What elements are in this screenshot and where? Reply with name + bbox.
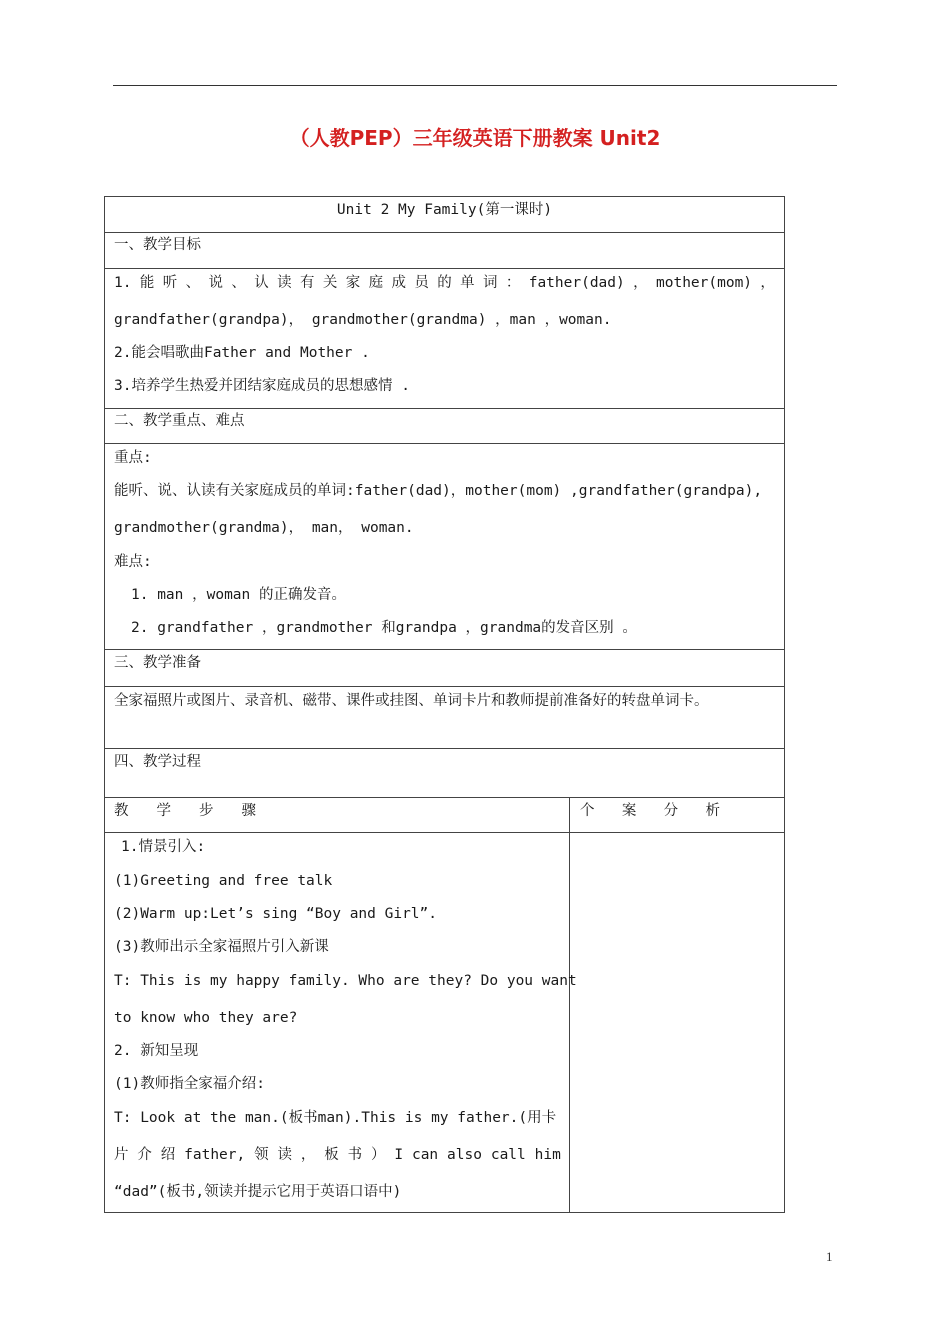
table-caption: Unit 2 My Family(第一课时) (336, 202, 553, 218)
objective-item-3: 3.培养学生热爱并团结家庭成员的思想感情 . (114, 378, 410, 394)
step-line-10-word-0: 片 (114, 1147, 129, 1163)
objective-item-1-word-7: 读 (277, 275, 292, 291)
step-line-3: (2)Warm up:Let’s sing “Boy and Girl”. (114, 906, 438, 922)
objective-item-1-word-19: ， (633, 275, 648, 291)
objective-item-1-word-20: mother(mom) (656, 275, 753, 291)
step-line-5: T: This is my happy family. Who are they? Do you want (114, 973, 577, 989)
step-line-10 (114, 1144, 561, 1166)
step-line-4: (3)教师出示全家福照片引入新课 (114, 939, 329, 955)
step-line-2: (1)Greeting and free talk (114, 873, 333, 889)
analysis-header-char-2: 分 (663, 803, 679, 819)
document-title: （人教PEP）三年级英语下册教案 Unit2 (289, 126, 661, 150)
objective-item-1-word-2: 听 (162, 275, 178, 291)
steps-header-char-0: 教 (114, 803, 129, 819)
objective-item-1-word-18: father(dad) (528, 275, 625, 291)
process-columns-header (105, 797, 784, 832)
step-line-10-word-6: ， (300, 1147, 316, 1163)
page-number: 1 (826, 1249, 833, 1264)
step-line-6: to know who they are? (114, 1010, 298, 1026)
objective-item-1-word-4: 说 (208, 275, 223, 291)
objective-item-1-word-3: 、 (185, 275, 201, 291)
objective-item-1-word-9: 关 (322, 275, 338, 291)
key-points-line-2: grandmother(grandma)， man， woman. (114, 520, 414, 536)
steps-column (105, 833, 577, 1212)
objective-item-1-word-11: 庭 (368, 275, 384, 291)
preparation-content: 全家福照片或图片、录音机、磁带、课件或挂图、单词卡片和教师提前准备好的转盘单词卡。 (114, 693, 709, 709)
analysis-column (570, 833, 784, 1212)
objective-item-1-word-6: 认 (254, 275, 269, 291)
step-line-9: T: Look at the man.(板书man).This is my father.(用卡 (114, 1110, 557, 1126)
objective-item-2: 2.能会唱歌曲Father and Mother . (114, 345, 370, 361)
steps-column-header (105, 798, 570, 832)
difficult-points-label: 难点: (114, 554, 152, 570)
objective-item-1-word-15: 单 (460, 275, 475, 291)
objective-item-1-word-16: 词 (482, 275, 498, 291)
analysis-header-char-1: 案 (621, 803, 637, 819)
section-key-points-body (105, 443, 784, 649)
key-points-line-1: 能听、说、认读有关家庭成员的单词:father(dad)，mother(mom) ,grandfather(grandpa), (114, 483, 763, 499)
objective-item-1-line-1 (114, 272, 775, 294)
objective-item-1-word-0: 1. (114, 275, 132, 291)
analysis-header-char-3: 析 (705, 803, 720, 819)
section-process-heading: 四、教学过程 (105, 748, 784, 797)
steps-header-char-2: 步 (199, 803, 214, 819)
key-points-label: 重点: (114, 450, 152, 466)
lesson-plan-table (104, 196, 785, 1213)
objective-item-1-word-17: ： (505, 275, 521, 291)
step-line-10-word-10: I (394, 1147, 404, 1163)
step-line-10-word-2: 绍 (160, 1147, 176, 1163)
step-line-10-word-12: also (447, 1147, 482, 1163)
step-line-10-word-14: him (534, 1147, 561, 1163)
section-objectives-heading: 一、教学目标 (105, 232, 784, 268)
step-line-10-word-9: ） (370, 1147, 386, 1163)
objective-item-1-word-1: 能 (139, 275, 155, 291)
difficult-point-1: 1. man ，woman 的正确发音。 (131, 587, 346, 603)
step-line-10-word-13: call (490, 1147, 526, 1163)
objective-item-1-word-12: 成 (391, 275, 406, 291)
objective-item-1-word-5: 、 (231, 275, 246, 291)
step-line-8: (1)教师指全家福介绍: (114, 1076, 265, 1092)
steps-header-char-3: 骤 (241, 803, 256, 819)
step-line-11: “dad”(板书,领读并提示它用于英语口语中) (114, 1184, 402, 1200)
header-rule (113, 85, 837, 86)
section-preparation-body (105, 686, 784, 748)
section-objectives-body (105, 268, 784, 408)
objective-item-1-word-14: 的 (437, 275, 452, 291)
steps-header-char-1: 学 (156, 803, 171, 819)
analysis-column-header (570, 798, 784, 832)
step-line-10-word-1: 介 (137, 1147, 152, 1163)
step-line-10-word-8: 书 (347, 1147, 363, 1163)
step-line-10-word-4: 领 (254, 1147, 269, 1163)
step-line-10-word-11: can (411, 1147, 439, 1163)
section-preparation-heading: 三、教学准备 (105, 649, 784, 686)
objective-item-1-word-10: 家 (345, 275, 361, 291)
step-line-7: 2. 新知呈现 (114, 1043, 199, 1059)
objective-item-1-word-8: 有 (299, 275, 315, 291)
objective-item-1-word-21: ， (760, 275, 775, 291)
step-line-1: 1.情景引入: (121, 839, 206, 855)
process-body (105, 832, 784, 1212)
analysis-header-char-0: 个 (580, 803, 595, 819)
section-key-points-heading: 二、教学重点、难点 (105, 408, 784, 443)
step-line-10-word-7: 板 (324, 1147, 339, 1163)
step-line-10-word-5: 读 (277, 1147, 292, 1163)
step-line-10-word-3: father, (184, 1147, 246, 1163)
difficult-point-2: 2. grandfather ，grandmother 和grandpa ，grandma的发音区别 。 (131, 620, 637, 636)
objective-item-1-word-13: 员 (414, 275, 429, 291)
objective-item-1-line-2: grandfather(grandpa)， grandmother(grandma) ，man ，woman. (114, 312, 612, 328)
